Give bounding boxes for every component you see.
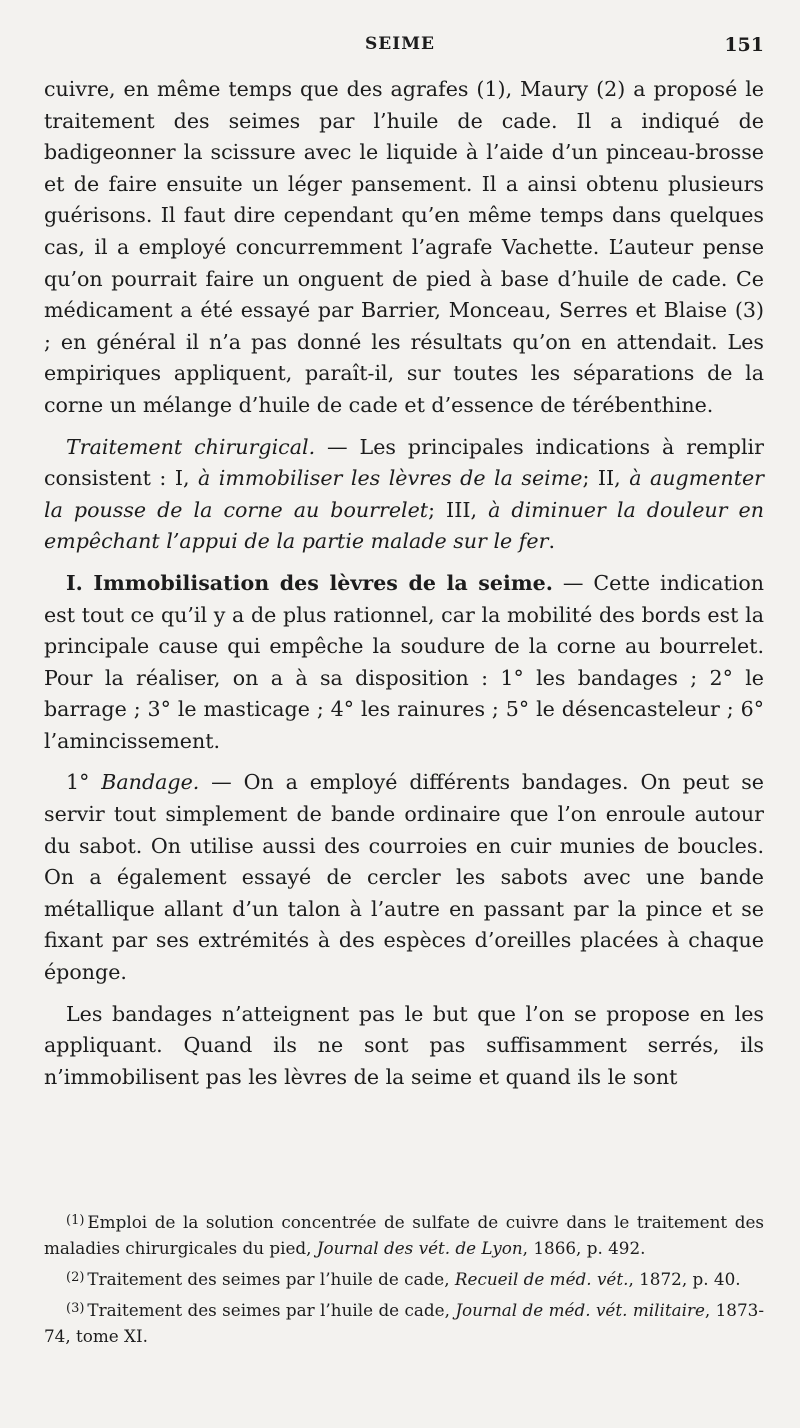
footnote-3 — [44, 1296, 764, 1349]
paragraph-text: — Les principales indications à remplir consistent : I, — [44, 434, 764, 491]
paragraph-text: . — [548, 529, 555, 554]
footnote-text: Traitement des seimes par l’huile de cade, — [87, 1300, 456, 1320]
footnote-text: , 1866, p. 492. — [522, 1238, 646, 1258]
footnote-text: Emploi de la solution concentrée de sulfate de cuivre dans le traitement des maladies chirurgicales du pied, — [44, 1212, 764, 1258]
body-text — [44, 74, 764, 1093]
footnote-1 — [44, 1208, 764, 1261]
page-number: 151 — [724, 34, 764, 56]
list-number: 1° — [66, 770, 102, 795]
paragraph-immobilisation — [44, 568, 764, 758]
indication-three: à diminuer la douleur en empêchant l’appui de la partie malade sur le fer — [44, 497, 764, 554]
paragraph-bandages-limits: Les bandages n’atteignent pas le but que l’on se propose en les appliquant. Quand ils ne sont pas suffisamment serrés, ils n’immobilisent pas les lèvres de la seime et quand ils le sont — [44, 1001, 764, 1089]
footnote-mark: (1) — [66, 1213, 85, 1228]
footnote-text: , 1872, p. 40. — [628, 1269, 741, 1289]
paragraph-text: ; III, — [428, 497, 489, 522]
section-heading-surgical: Traitement chirurgical. — [66, 434, 316, 459]
indication-one: à immobiliser les lèvres de la seime — [198, 466, 583, 491]
footnote-2 — [44, 1265, 764, 1292]
paragraph-continuation: cuivre, en même temps que des agrafes (1), Maury (2) a proposé le traitement des seimes par l’huile de cade. Il a indiqué de badigeonner la scissure avec le liquide à l’aide d’un pinceau-brosse et de faire ensuite un léger pansement. Il a ainsi obtenu plusieurs guérisons. Il faut dire cependant qu’en même temps dans quelques cas, il a employé concurremment l’agrafe Vachette. L’auteur pense qu’on pourrait faire un onguent de pied à base d’huile de cade. Ce médicament a été essayé par Barrier, Monceau, Serres et Blaise (3) ; en général il n’a pas donné les résultats qu’on en attendait. Les empiriques appliquent, paraît-il, sur toutes les séparations de la corne un mélange d’huile de cade et d’essence de térébenthine. — [44, 77, 764, 417]
footnote-text: Traitement des seimes par l’huile de cade, — [87, 1269, 455, 1289]
paragraph-bandage — [44, 767, 764, 988]
footnote-mark: (3) — [66, 1301, 85, 1316]
running-title: SEIME — [365, 34, 435, 54]
footnote-source: Recueil de méd. vét. — [454, 1269, 629, 1289]
page-header — [0, 34, 800, 58]
footnotes — [44, 1208, 764, 1353]
footnote-text: , 1873-74, tome XI. — [44, 1300, 765, 1346]
paragraph-surgical-treatment — [44, 432, 764, 558]
section-heading-bandage: Bandage. — [101, 770, 200, 795]
footnote-source: Journal des vét. de Lyon — [316, 1238, 523, 1258]
indication-two: à augmenter la pousse de la corne au bourrelet — [44, 466, 764, 522]
section-heading-immobilisation: I. Immobilisation des lèvres de la seime. — [66, 570, 553, 595]
footnote-source: Journal de méd. vét. militaire — [455, 1300, 705, 1320]
paragraph-text: ; II, — [582, 466, 630, 491]
paragraph-text: — Cette indication est tout ce qu’il y a de plus rationnel, car la mobilité des bords est la principale cause qui empêche la soudure de la corne au bourrelet. Pour la réaliser, on a à sa disposition : 1° les bandages ; 2° le barrage ; 3° le masticage ; 4° les rainures ; 5° le désencasteleur ; 6° l’amincissement. — [44, 570, 764, 753]
paragraph-text: — On a employé différents bandages. On peut se servir tout simplement de bande ordinaire que l’on enroule autour du sabot. On utilise aussi des courroies en cuir munies de boucles. On a également essayé de cercler les sabots avec une bande métallique allant d’un talon à l’autre en passant par la pince et se fixant par ses extrémités à des espèces d’oreilles placées à chaque éponge. — [44, 770, 764, 985]
footnote-mark: (2) — [66, 1270, 85, 1285]
